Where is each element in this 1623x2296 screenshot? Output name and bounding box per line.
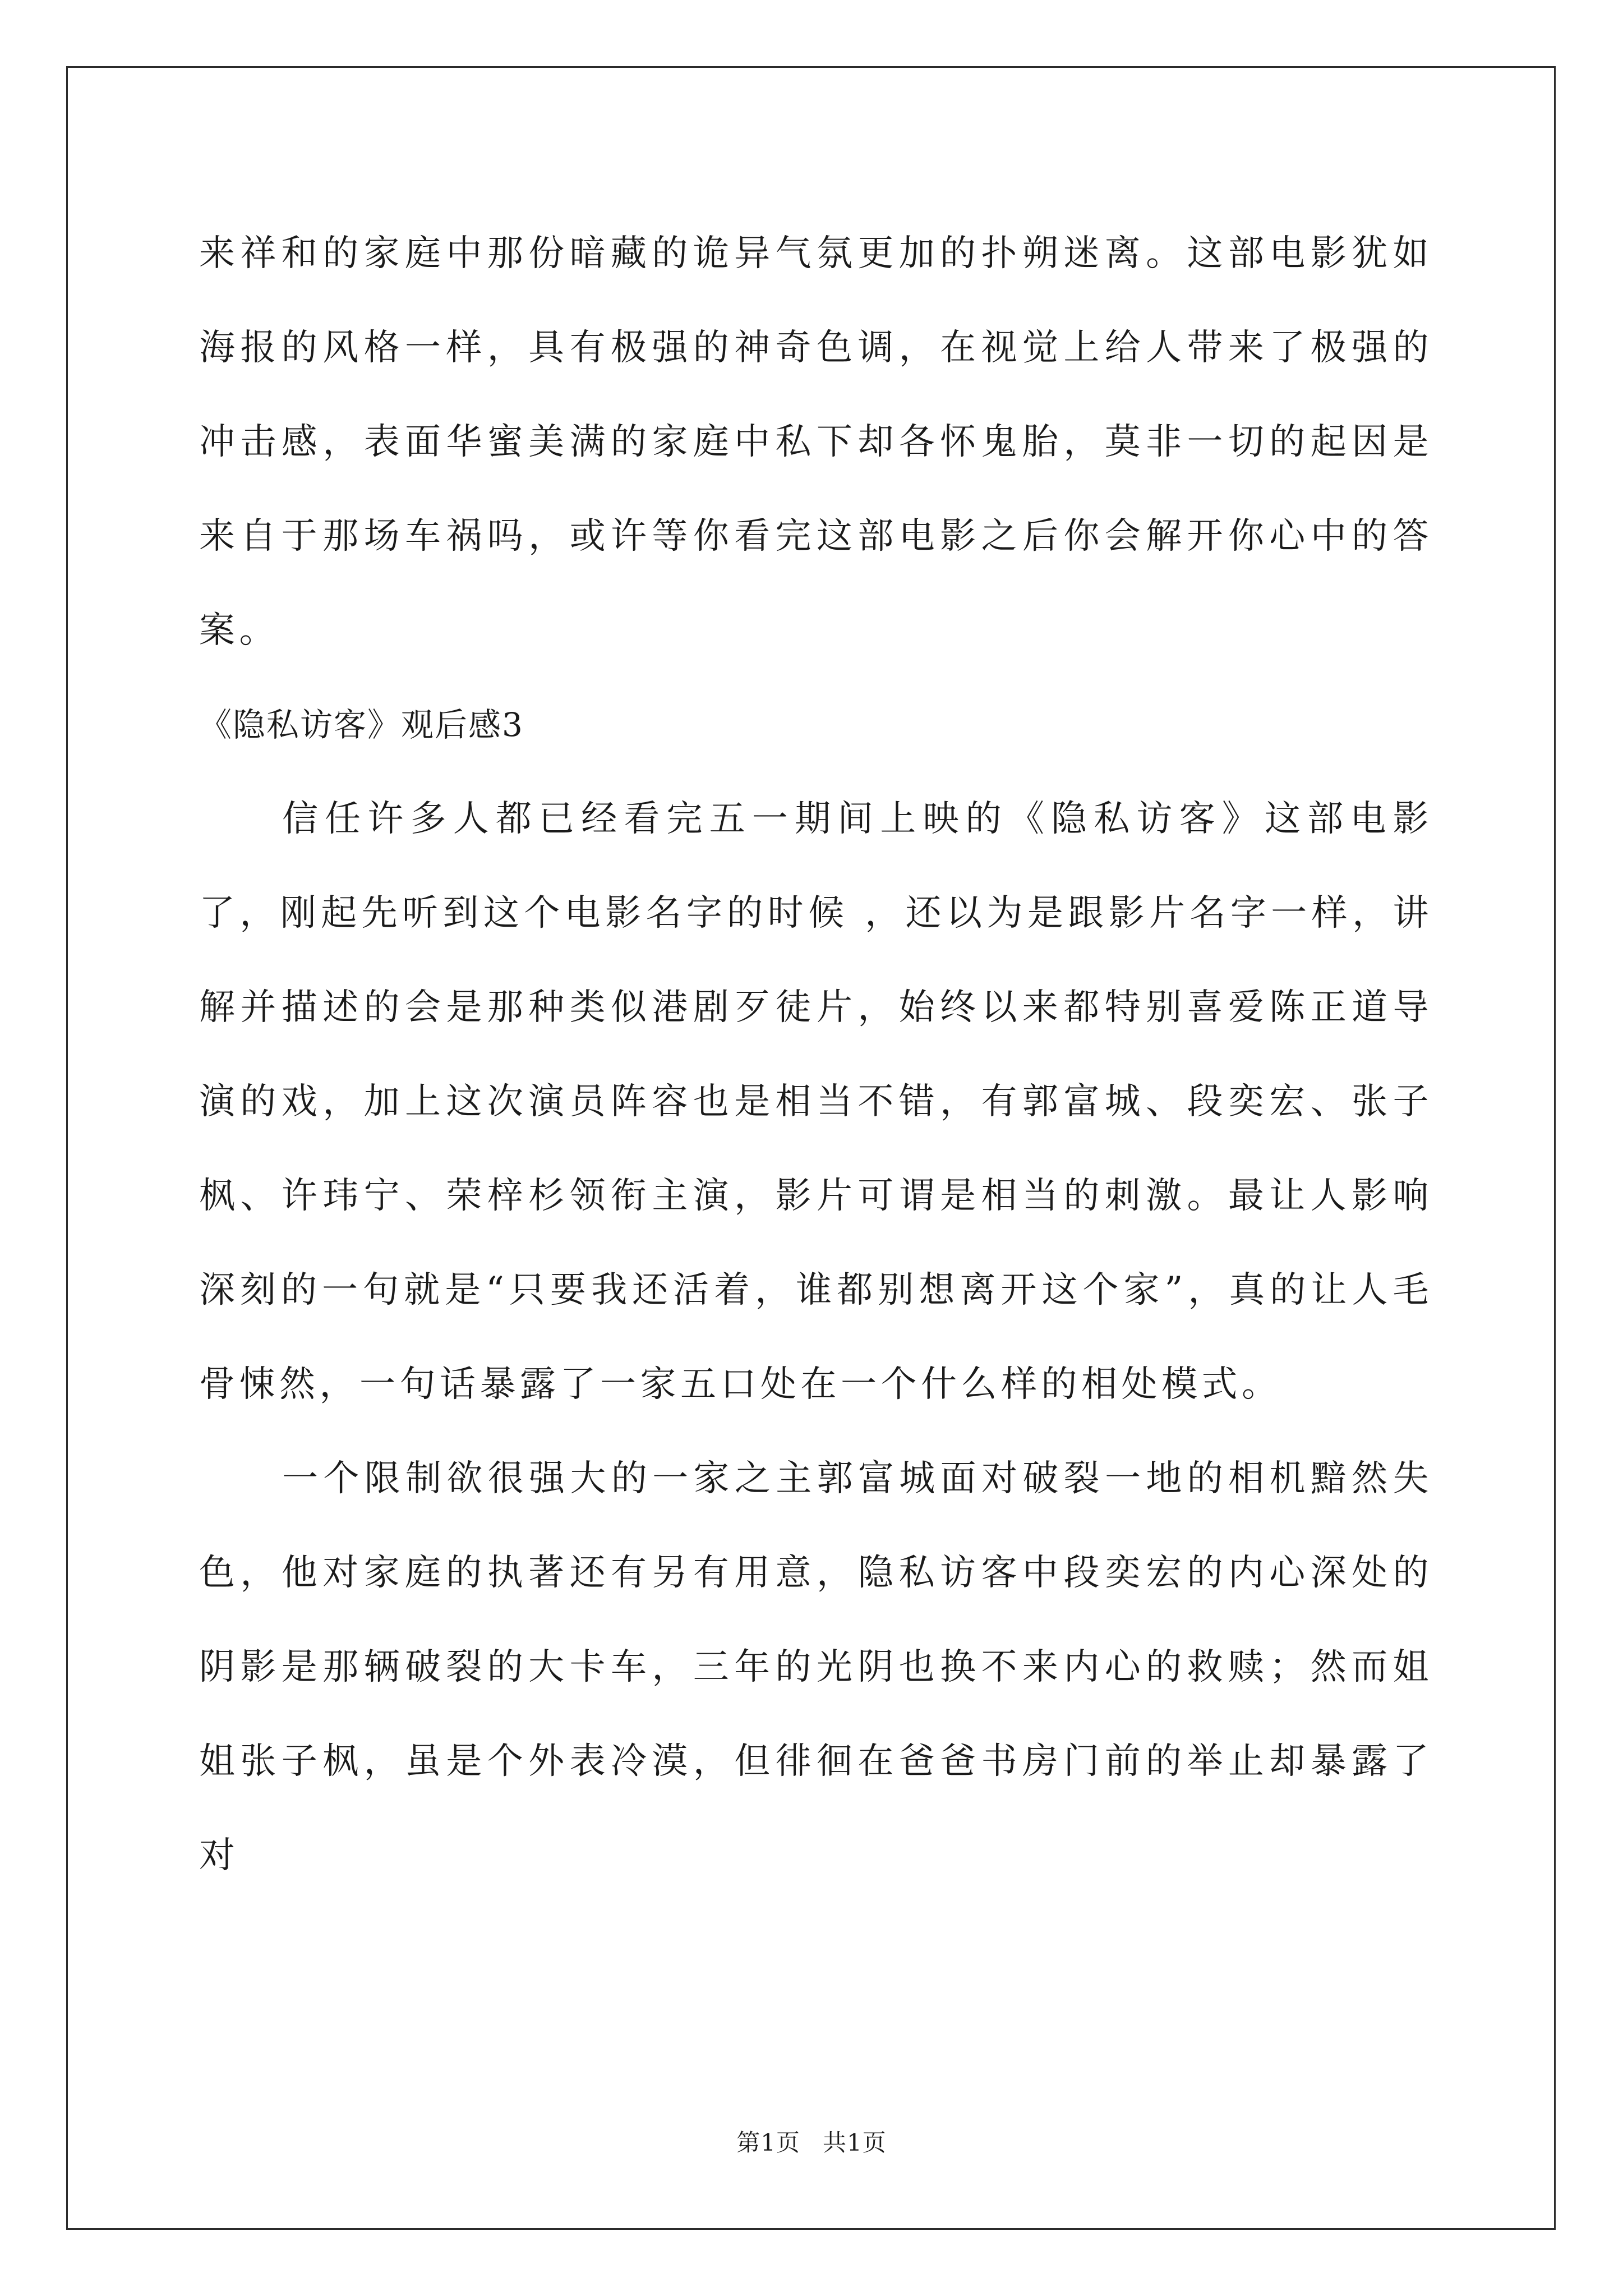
section-heading: 《隐私访客》观后感3	[199, 706, 524, 744]
page-number-total: 共1页	[823, 2129, 887, 2156]
paragraph-intro: 信任许多人都已经看完五一期间上映的《隐私访客》这部电影了，刚起先听到这个电影名字的时候 ，还以为是跟影片名字一样，讲解并描述的会是那种类似港剧歹徒片，始终以来都特别喜爱陈正道导演的戏，加上这次演员阵容也是相当不错，有郭富城、段奕宏、张子枫、许玮宁、荣梓杉领衔主演，影片可谓是相当的刺激。最让人影响深刻的一句就是“只要我还活着，谁都别想离开这个家”，真的让人毛骨悚然，一句话暴露了一家五口处在一个什么样的相处模式。	[199, 798, 1433, 1405]
document-body	[199, 206, 1433, 1903]
paragraph-continuation: 来祥和的家庭中那份暗藏的诡异气氛更加的扑朔迷离。这部电影犹如海报的风格一样，具有极强的神奇色调，在视觉上给人带来了极强的冲击感，表面华蜜美满的家庭中私下却各怀鬼胎，莫非一切的起因是来自于那场车祸吗，或许等你看完这部电影之后你会解开你心中的答案。	[199, 233, 1433, 651]
paragraph-characters: 一个限制欲很强大的一家之主郭富城面对破裂一地的相机黯然失色，他对家庭的执著还有另有用意，隐私访客中段奕宏的内心深处的阴影是那辆破裂的大卡车，三年的光阴也换不来内心的救赎；然而姐姐张子枫，虽是个外表冷漠，但徘徊在爸爸书房门前的举止却暴露了对	[199, 1458, 1433, 1876]
page-number-current: 第1页	[736, 2129, 800, 2156]
page-footer	[0, 2126, 1623, 2160]
